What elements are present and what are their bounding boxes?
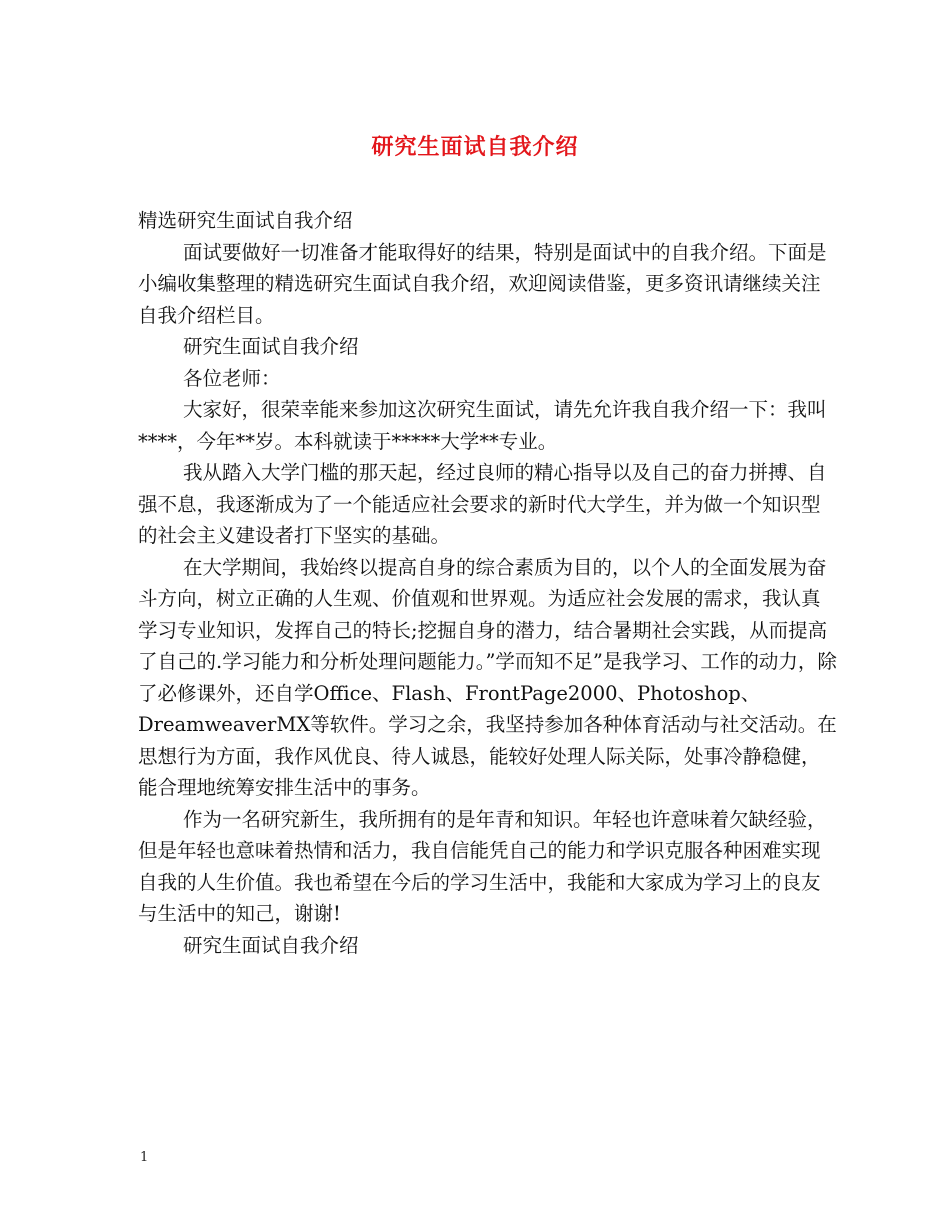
paragraph-salutation: 各位老师： (183, 366, 281, 390)
page-number: 1 (140, 1150, 149, 1165)
paragraph-university-period: 在大学期间，我始终以提高自身的综合素质为目的，以个人的全面发展为奋斗方向，树立正确的人生观、价值观和世界观。为适应社会发展的需求，我认真学习专业知识，发挥自己的特长;挖掘自身的潜力，结合暑期社会实践，从而提高了自己的.学习能力和分析处理问题能力。”学而知不足”是我学习、工作的动力，除了必修课外，还自学Office、Flash、FrontPage2000、Photoshop、DreamweaverMX等软件。学习之余，我坚持参加各种体育活动与社交活动。在思想行为方面，我作风优良、待人诚恳，能较好处理人际关际，处事冷静稳健，能合理地统筹安排生活中的事务。 (138, 555, 837, 799)
paragraph-subtitle: 研究生面试自我介绍 (183, 335, 359, 358)
paragraph-university-start: 我从踏入大学门槛的那天起，经过良师的精心指导以及自己的奋力拼搏、自强不息，我逐渐成为了一个能适应社会要求的新时代大学生，并为做一个知识型的社会主义建设者打下坚实的基础。 (138, 461, 827, 547)
paragraph-heading: 精选研究生面试自我介绍 (138, 209, 353, 232)
paragraph-greeting: 大家好，很荣幸能来参加这次研究生面试，请先允许我自我介绍一下：我叫****，今年**岁。本科就读于*****大学**专业。 (138, 398, 827, 453)
paragraph-next-heading: 研究生面试自我介绍 (183, 933, 359, 957)
paragraph-closing: 作为一名研究新生，我所拥有的是年青和知识。年轻也许意味着欠缺经验，但是年轻也意味着热情和活力，我自信能凭自己的能力和学识克服各种困难实现自我的人生价值。我也希望在今后的学习生活中，我能和大家成为学习上的良友与生活中的知己，谢谢! (138, 807, 827, 925)
paragraph-intro: 面试要做好一切准备才能取得好的结果，特别是面试中的自我介绍。下面是小编收集整理的精选研究生面试自我介绍，欢迎阅读借鉴，更多资讯请继续关注自我介绍栏目。 (138, 240, 827, 327)
document-body (138, 205, 838, 961)
document-title: 研究生面试自我介绍 (371, 134, 579, 160)
